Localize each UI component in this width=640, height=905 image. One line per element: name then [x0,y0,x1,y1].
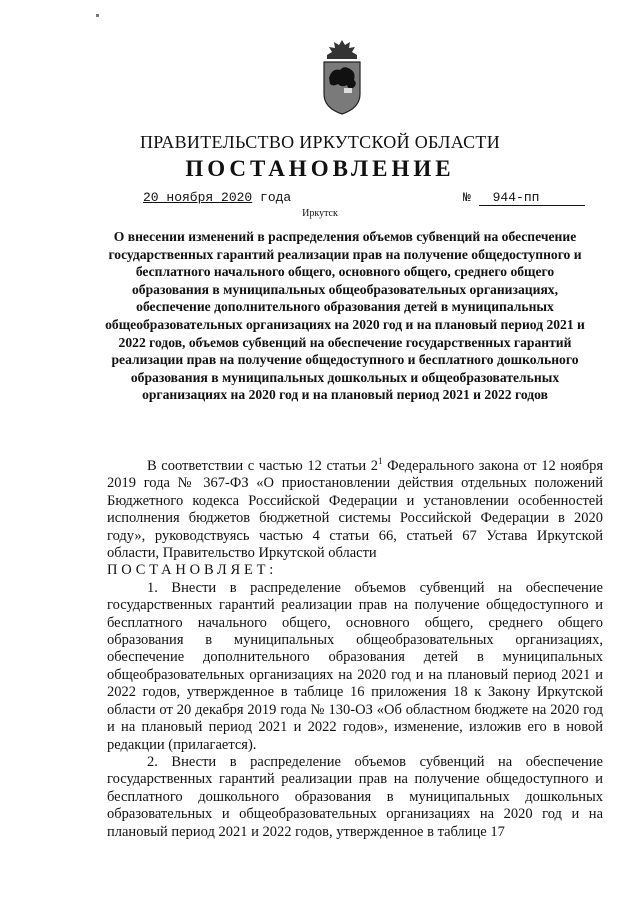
intro-text-b: Федерального закона от 12 ноября 2019 года № 367-ФЗ «О приостановлении действия отдельных положений Бюджетного кодекса Российской Федерации и установлении особенностей исполнения бюджетов бюджетной системы Российской Федерации в 2020 году», руководствуясь частью 4 статьи 66, статьей 67 Устава Иркутской области, Правительство Иркутской области [107,458,603,562]
number-value: 944-пп [479,190,585,206]
scan-mark [96,14,99,17]
coat-of-arms-icon [320,38,364,116]
document-type: ПОСТАНОВЛЕНИЕ [185,156,455,181]
document-title: О внесении изменений в распределения объемов субвенций на обеспечение государственных гарантий реализации прав на получение общедоступного и бесплатного начального общего, основного общего, среднего общего образования в муниципальных общеобразовательных организациях, обеспечение дополнительного образования детей в муниципальных общеобразовательных организациях на 2020 год и на плановый период 2021 и 2022 годов, объемов субвенций на обеспечение государственных гарантий реализации прав на получение общедоступного и бесплатного дошкольного образования в муниципальных дошкольных и общеобразовательных организациях на 2020 год и на плановый период 2021 и 2022 годов [105,229,585,403]
date-suffix: года [260,190,292,205]
document-body [107,458,603,841]
item-1: 1. Внести в распределение объемов субвенций на обеспечение государственных гарантий реализации прав на получение общедоступного и бесплатного начального общего, основного общего, среднего общего образования в муниципальных общеобразовательных организациях, обеспечение дополнительного образования детей в муниципальных общеобразовательных организациях на 2020 год и на плановый период 2021 и 2022 годов, утвержденное в таблице 16 приложения 18 к Закону Иркутской области от 20 декабря 2019 года № 130-ОЗ «Об областном бюджете на 2020 год и на плановый период 2021 и 2022 годов», изменение, изложив его в новой редакции (прилагается). [107,579,603,753]
city: Иркутск [302,208,338,219]
resolves-heading: ПОСТАНОВЛЯЕТ: [107,562,278,579]
document-date [143,190,291,205]
date-value: 20 ноября 2020 [143,190,253,205]
number-prefix: № [463,190,471,205]
intro-text-a: В соответствии с частью 12 статьи 2 [147,458,378,474]
organization-name: ПРАВИТЕЛЬСТВО ИРКУТСКОЙ ОБЛАСТИ [139,132,501,152]
document-number [463,190,585,206]
intro-paragraph [107,458,603,562]
item-2: 2. Внести в распределение объемов субвенций на обеспечение государственных гарантий реализации прав на получение общедоступного и бесплатного дошкольного образования в муниципальных дошкольных образовательных и общеобразовательных организациях на 2020 год и на плановый период 2021 и 2022 годов, утвержденное в таблице 17 [107,753,603,840]
intro-superscript: 1 [378,456,383,466]
